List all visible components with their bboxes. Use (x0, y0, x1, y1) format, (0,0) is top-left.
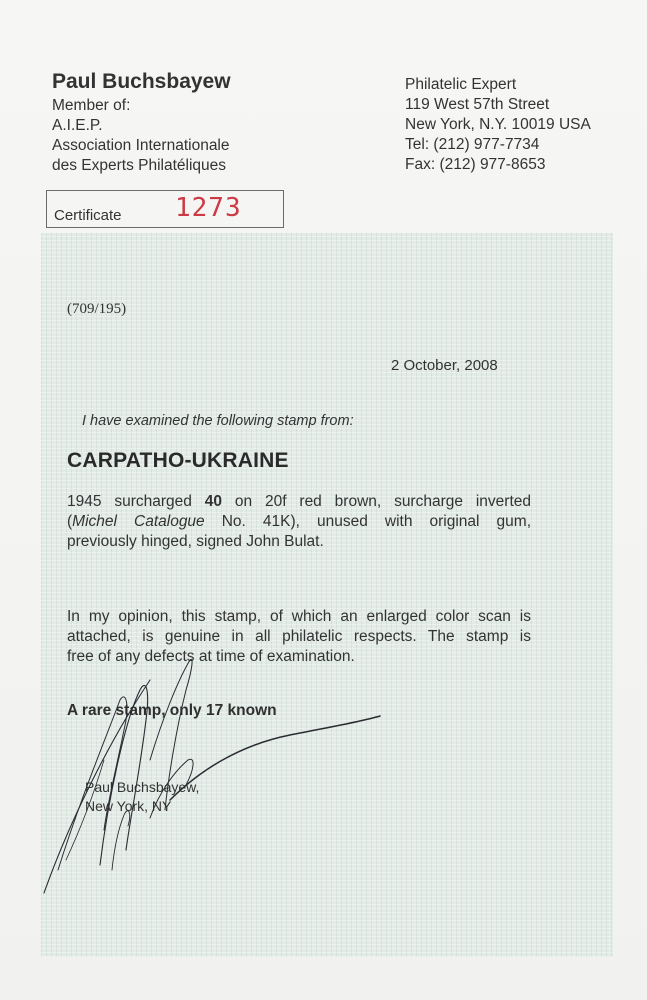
surcharge-value: 40 (204, 493, 223, 510)
description-text: ( (67, 513, 73, 530)
description-line: previously hinged, signed John Bulat. (67, 533, 324, 550)
certificate-number-box (46, 190, 284, 228)
contact-line: Fax: (212) 977-8653 (405, 156, 546, 173)
contact-line: Philatelic Expert (405, 76, 517, 93)
membership-line: des Experts Philatéliques (52, 157, 227, 174)
description-text: 1945 surcharged (67, 493, 205, 510)
expert-opinion (67, 607, 531, 667)
contact-line: 119 West 57th Street (405, 96, 550, 113)
certificate-date: 2 October, 2008 (391, 357, 498, 374)
expert-contact-block (405, 75, 635, 175)
signoff-name: Paul Buchsbayew, (85, 779, 200, 795)
reference-number: (709/195) (67, 301, 127, 317)
membership-line: Association Internationale (52, 137, 230, 154)
certificate-number: 1273 (175, 193, 242, 223)
stamp-country: CARPATHO-UKRAINE (67, 449, 289, 472)
membership-line: A.I.E.P. (52, 117, 103, 134)
description-line (67, 512, 531, 532)
opinion-line: free of any defects at time of examination. (67, 648, 355, 665)
opinion-line: attached, is genuine in all philatelic respects. The stamp is (67, 628, 531, 645)
description-text: No. 41K), unused with original gum, (204, 513, 532, 530)
expert-name: Paul Buchsbayew (52, 70, 231, 93)
signoff-place: New York, NY (85, 798, 172, 814)
certificate-body-panel (41, 233, 613, 957)
description-line (67, 492, 531, 512)
signoff-block (85, 778, 199, 816)
intro-statement: I have examined the following stamp from: (82, 413, 354, 429)
certificate-label: Certificate (54, 207, 122, 224)
contact-line: Tel: (212) 977-7734 (405, 136, 540, 153)
opinion-line: In my opinion, this stamp, of which an enlarged color scan is (67, 608, 531, 625)
expert-header-left (52, 68, 352, 176)
contact-line: New York, N.Y. 10019 USA (405, 116, 591, 133)
stamp-description (67, 492, 531, 552)
rarity-note: A rare stamp, only 17 known (67, 702, 277, 719)
description-text: on 20f red brown, surcharge inverted (222, 493, 531, 510)
membership-line: Member of: (52, 97, 131, 114)
catalogue-name: Michel Catalogue (72, 513, 205, 530)
